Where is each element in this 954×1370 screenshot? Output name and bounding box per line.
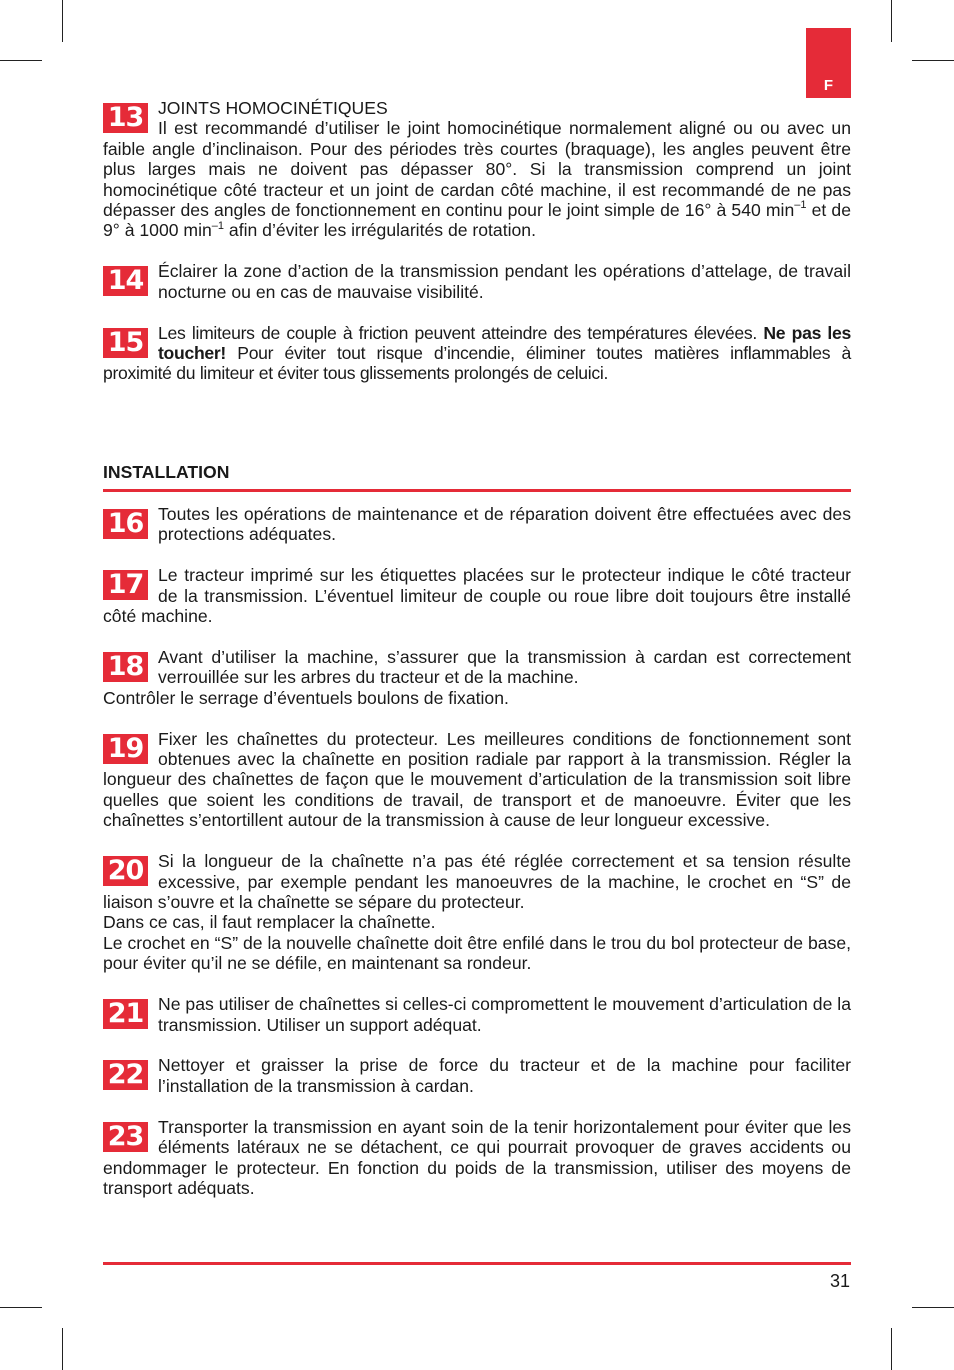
crop-mark (891, 1328, 892, 1370)
install-item-21 (103, 994, 851, 1035)
page-content (103, 98, 851, 1219)
item-text-line: Le crochet en “S” de la nouvelle chaînette doit être enfilé dans le trou du bol protecteur de base, pour éviter qu’il ne se défile, en maintenant sa rondeur. (103, 932, 851, 974)
item-text-line: Contrôler le serrage d’éventuels boulons de fixation. (103, 687, 509, 708)
item-text: Il est recommandé d’utiliser le joint homocinétique normalement aligné ou ou avec un faible angle d’inclinaison. Pour des périodes très courtes (braquage), les angles peuvent être plus larges mais ne doivent pas dépasser 80°. Si la transmission comprend un joint homocinétique côté tracteur et un joint de cardan côté machine, il est recommandé de ne pas dépasser des angles de fonctionnement en continu pour le joint simple de 16° à 540 $\min^{-1}$ et de 9° à 1000 $\min^{-1}$ afin d’éviter les irrégularités de rotation. (103, 118, 851, 241)
item-number-badge: 18 (103, 652, 148, 682)
item-text: Avant d’utiliser la machine, s’assurer que la transmission à cardan est correctement verrouillée sur les arbres du tracteur et de la machine. (158, 646, 851, 688)
safety-item-15 (103, 323, 851, 384)
item-number-badge: 13 (103, 103, 148, 133)
item-number-badge: 23 (103, 1122, 148, 1152)
install-item-20 (103, 851, 851, 973)
warning-emphasis: Ne pas les toucher! (158, 322, 851, 364)
item-text: Ne pas utiliser de chaînettes si celles-ci compromettent le mouvement d’articulation de la transmission. Utiliser un support adéquat. (158, 994, 851, 1035)
section-title: INSTALLATION (103, 462, 851, 492)
item-number-badge: 22 (103, 1060, 148, 1090)
item-text: Éclairer la zone d’action de la transmission pendant les opérations d’attelage, de travail nocturne ou en cas de mauvaise visibilité. (158, 261, 851, 302)
footer-rule (103, 1262, 851, 1265)
item-text: Le tracteur imprimé sur les étiquettes placées sur le protecteur indique le côté tracteur de la transmission. L’éventuel limiteur de couple ou roue libre doit toujours être installé côté machine. (103, 565, 851, 626)
page-number: 31 (829, 1271, 850, 1291)
crop-mark (912, 60, 954, 61)
crop-mark (62, 1328, 63, 1370)
safety-item-13 (103, 98, 851, 241)
crop-mark (62, 0, 63, 42)
item-text: Nettoyer et graisser la prise de force du tracteur et de la machine pour faciliter l’installation de la transmission à cardan. (158, 1055, 851, 1096)
item-number-badge: 14 (103, 266, 148, 296)
item-text-line: Dans ce cas, il faut remplacer la chaînette. (103, 912, 436, 933)
item-number-badge: 17 (103, 570, 148, 600)
crop-mark (0, 1307, 42, 1308)
item-number-badge: 19 (103, 734, 148, 764)
item-title: JOINTS HOMOCINÉTIQUES (158, 98, 388, 118)
install-item-18 (103, 647, 851, 708)
item-number-badge: 16 (103, 509, 148, 539)
item-text: Toutes les opérations de maintenance et de réparation doivent être effectuées avec des protections adéquates. (158, 503, 851, 545)
item-number-badge: 15 (103, 328, 148, 358)
item-number-badge: 20 (103, 856, 148, 886)
item-number-badge: 21 (103, 999, 148, 1029)
install-item-22 (103, 1055, 851, 1096)
install-item-17 (103, 565, 851, 626)
item-text: Si la longueur de la chaînette n’a pas été réglée correctement et sa tension résulte excessive, par exemple pendant les manoeuvres de la machine, le crochet en “S” de liaison s’ouvre et la chaînette se sépare du protecteur. (103, 851, 851, 912)
item-text: Les limiteurs de couple à friction peuvent atteindre des températures élevées. Ne pas les toucher! Pour éviter tout risque d’incendie, éliminer toutes matières inflammables à proximité du limiteur et éviter tous glissements prolongés de celuici. (103, 322, 851, 384)
language-tab: F (806, 28, 851, 98)
item-text: Transporter la transmission en ayant soin de la tenir horizontalement pour éviter que les éléments latéraux ne se détachent, ce qui pourrait provoquer de graves accidents ou endommager le protecteur. En fonction du poids de la transmission, utiliser des moyens de transport adéquats. (103, 1116, 851, 1198)
install-item-23 (103, 1117, 851, 1199)
item-text: Fixer les chaînettes du protecteur. Les meilleures conditions de fonctionnement sont obtenues avec la chaînette en position radiale par rapport à la transmission. Régler la longueur des chaînettes de façon que le mouvement d’articulation de la transmission soit libre quelles que soient les conditions de travail, de transport et de manoeuvre. Éviter que les chaînettes s’entortillent autour de la transmission à cause de leur longueur excessive. (103, 728, 851, 831)
install-item-19 (103, 729, 851, 831)
crop-mark (0, 60, 42, 61)
safety-item-14 (103, 261, 851, 302)
install-item-16 (103, 504, 851, 545)
crop-mark (912, 1307, 954, 1308)
crop-mark (891, 0, 892, 42)
